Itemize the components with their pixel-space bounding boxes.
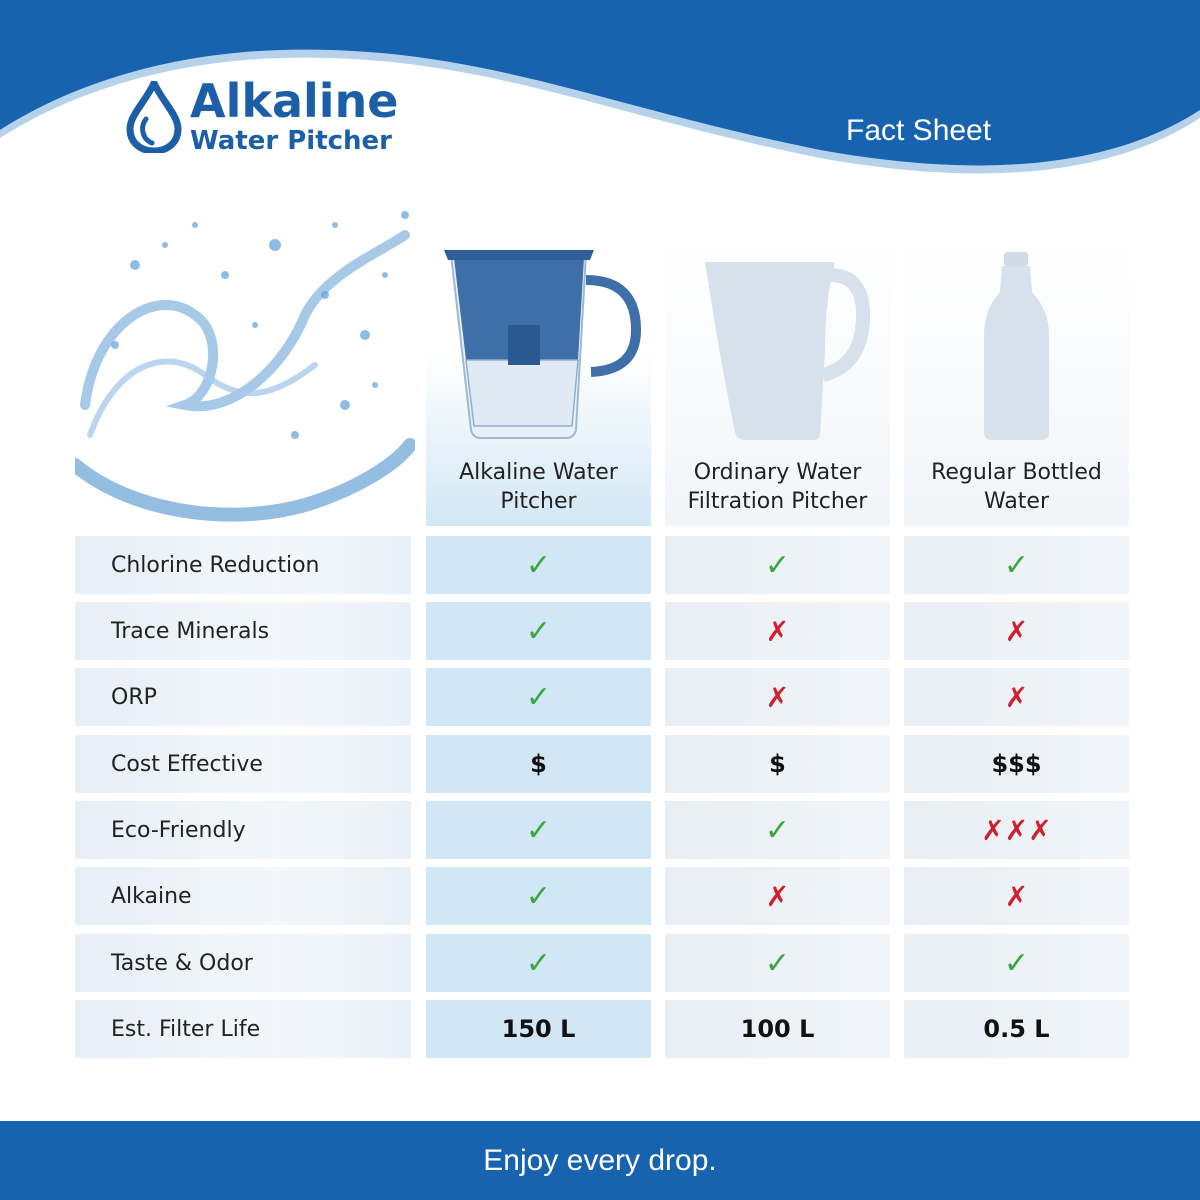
- table-cell: [904, 934, 1129, 992]
- table-row: [0, 735, 1200, 793]
- check-icon: ✓: [764, 547, 791, 583]
- table-cell: [665, 668, 890, 726]
- brand-subtitle: Water Pitcher: [190, 126, 393, 156]
- cross-icon: ✗✗✗: [981, 813, 1052, 847]
- check-icon: ✓: [764, 812, 791, 848]
- column-label: Alkaline Water Pitcher: [459, 460, 618, 514]
- table-cell: [665, 867, 890, 925]
- row-label: Alkaine: [75, 867, 411, 925]
- table-cell: [904, 801, 1129, 859]
- water-splash-icon: [75, 205, 415, 530]
- table-cell: [904, 668, 1129, 726]
- fact-sheet-label: Fact Sheet: [846, 114, 992, 147]
- row-label: Chlorine Reduction: [75, 536, 411, 594]
- cell-value: $$$: [991, 750, 1042, 778]
- cross-icon: ✗: [1004, 879, 1029, 913]
- check-icon: ✓: [525, 547, 552, 583]
- check-icon: ✓: [525, 812, 552, 848]
- water-drop-icon: [126, 81, 182, 153]
- table-cell: [904, 536, 1129, 594]
- table-cell: [426, 735, 651, 793]
- row-label: Trace Minerals: [75, 602, 411, 660]
- table-cell: [426, 934, 651, 992]
- table-cell: [665, 801, 890, 859]
- table-cell: [665, 602, 890, 660]
- column-bottled-water: [904, 240, 1129, 526]
- check-icon: ✓: [525, 613, 552, 649]
- cross-icon: ✗: [765, 879, 790, 913]
- check-icon: ✓: [525, 878, 552, 914]
- table-row: [0, 801, 1200, 859]
- check-icon: ✓: [1003, 945, 1030, 981]
- row-label: Cost Effective: [75, 735, 411, 793]
- footer-tagline: Enjoy every drop.: [483, 1143, 717, 1177]
- column-ordinary-pitcher: [665, 240, 890, 526]
- cell-value: 150 L: [501, 1015, 576, 1043]
- table-row: [0, 668, 1200, 726]
- cross-icon: ✗: [765, 614, 790, 648]
- cross-icon: ✗: [1004, 680, 1029, 714]
- table-cell: [665, 934, 890, 992]
- table-cell: [904, 867, 1129, 925]
- check-icon: ✓: [764, 945, 791, 981]
- table-cell: [426, 536, 651, 594]
- row-label: Eco-Friendly: [75, 801, 411, 859]
- alkaline-pitcher-icon: [426, 240, 651, 450]
- footer-banner: [0, 1121, 1200, 1200]
- table-row: [0, 536, 1200, 594]
- table-row: [0, 602, 1200, 660]
- cross-icon: ✗: [1004, 614, 1029, 648]
- brand-title: Alkaline: [190, 74, 399, 128]
- brand-logo: [126, 74, 399, 156]
- table-cell: [904, 602, 1129, 660]
- table-cell: [665, 536, 890, 594]
- cross-icon: ✗: [765, 680, 790, 714]
- table-cell: [426, 867, 651, 925]
- table-row: [0, 867, 1200, 925]
- table-row: [0, 934, 1200, 992]
- table-cell: [665, 735, 890, 793]
- table-cell: [665, 1000, 890, 1058]
- column-alkaline-pitcher: [426, 240, 651, 526]
- table-cell: [904, 735, 1129, 793]
- cell-value: $: [769, 750, 786, 778]
- cell-value: 100 L: [740, 1015, 815, 1043]
- table-cell: [426, 602, 651, 660]
- cell-value: 0.5 L: [983, 1015, 1050, 1043]
- check-icon: ✓: [1003, 547, 1030, 583]
- row-label: Est. Filter Life: [75, 1000, 411, 1058]
- bottle-icon: [904, 240, 1129, 450]
- column-label: Ordinary Water Filtration Pitcher: [687, 460, 868, 514]
- table-row: [0, 1000, 1200, 1058]
- check-icon: ✓: [525, 679, 552, 715]
- row-label: ORP: [75, 668, 411, 726]
- table-cell: [426, 801, 651, 859]
- row-label: Taste & Odor: [75, 934, 411, 992]
- check-icon: ✓: [525, 945, 552, 981]
- table-cell: [426, 1000, 651, 1058]
- table-cell: [426, 668, 651, 726]
- ordinary-pitcher-icon: [665, 240, 890, 450]
- cell-value: $: [530, 750, 547, 778]
- column-label: Regular Bottled Water: [931, 460, 1102, 514]
- table-cell: [904, 1000, 1129, 1058]
